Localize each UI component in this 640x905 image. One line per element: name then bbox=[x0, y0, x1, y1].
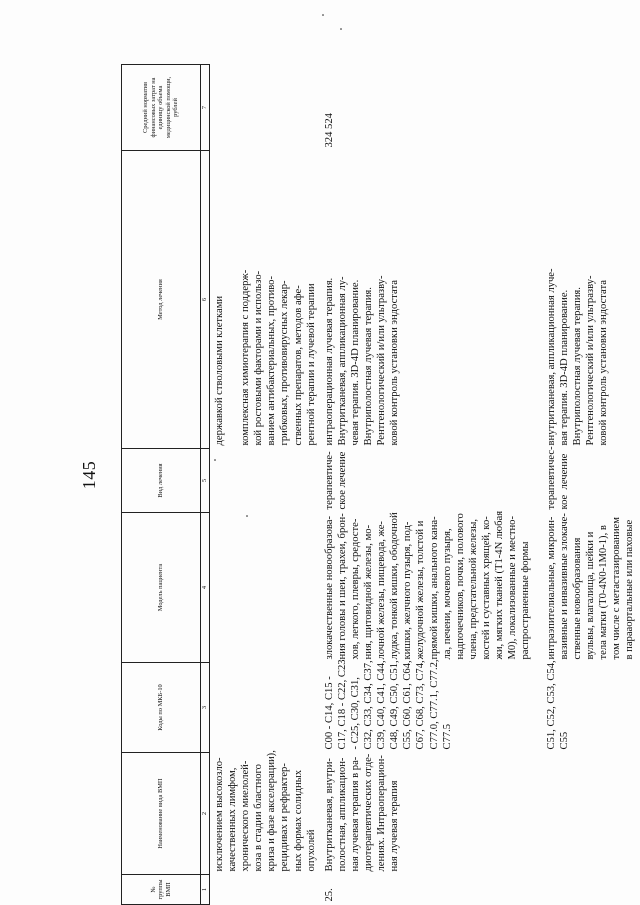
table-row bbox=[210, 65, 320, 905]
treatment-method-cell: внутритканевая, аппликационная луче- вая терапия. 3D-4D планирование. Внутриполостная лучевая терапия. Рентгенологический и/или ультразву- ковой контроль установки эндостата bbox=[545, 268, 610, 446]
cost-cell bbox=[542, 65, 640, 151]
header-icd-codes: Коды по МКБ-10 bbox=[122, 663, 201, 753]
table-row bbox=[320, 65, 542, 905]
table-header-row bbox=[122, 65, 201, 905]
treatment-type-cell: терапевтичес- кое лечение bbox=[545, 446, 570, 510]
column-number: 5 bbox=[201, 449, 210, 513]
rotated-document bbox=[80, 45, 640, 905]
scan-speck bbox=[322, 14, 324, 16]
group-cell bbox=[542, 875, 640, 905]
icd-codes-cell bbox=[210, 663, 320, 753]
header-patient-model: Модель пациента bbox=[122, 513, 201, 663]
group-cell: 25. bbox=[323, 888, 335, 902]
header-treatment-type: Вид лечения bbox=[122, 449, 201, 513]
column-number: 3 bbox=[201, 663, 210, 753]
header-vmp-name: Наименование вида ВМП bbox=[122, 753, 201, 875]
column-number: 1 bbox=[201, 875, 210, 905]
vmp-table bbox=[121, 64, 640, 905]
column-number: 2 bbox=[201, 753, 210, 875]
treatment-type-cell bbox=[210, 449, 320, 513]
scan-speck bbox=[340, 28, 342, 30]
column-number-row bbox=[201, 65, 210, 905]
cost-cell: 324 524 bbox=[323, 113, 335, 148]
header-cost-norm: Средний норматив финансовых затрат на единицу объема медицинской помощи, рублей bbox=[122, 65, 201, 151]
cost-cell bbox=[210, 65, 320, 151]
treatment-method-cell: державкой стволовыми клетками комплексная химиотерапия с поддерж- кой ростовыми факторами и использо- ванием антибактериальных, противо- грибковых, противовирусных лекар- ственных препаратов, методов афе- рентной терапии и лучевой терапии bbox=[214, 269, 317, 446]
vmp-name-cell: исключением высокозло- качественных лимфом, хронического миелолей- коза в стадии бластного криза и фазе акселерации), рецидивах и рефрактер- ных формах солидных опухолей bbox=[214, 750, 317, 872]
patient-model-cell: злокачественные новообразова- ния головы и шеи, трахеи, брон- хов, легкого, плевры, средосте- ния, щитовидной железы, мо- лочной железы, пищевода, же- лудка, тонкой кишки, ободочной кишки, желчного пузыря, под- желудочной железы, толстой и прямой кишки, анального кана- ла, печени, мочевого пузыря, надпочечников, почки, полового члена, предстательной железы, костей и суставных хрящей, ко- жи, мягких тканей (T1-4N любая M0), локализованные и местно- распространенные формы bbox=[323, 510, 532, 660]
group-cell bbox=[210, 875, 320, 905]
header-treatment-method: Метод лечения bbox=[122, 151, 201, 449]
patient-model-cell: интраэпителиальные, микроин- вазивные и инвазивные злокаче- ственные новообразования вульвы, влагалища, шейки и тела матки (T0-4N0-1M0-1), в том числе с метастазированием в парааортальные или паховые bbox=[545, 513, 636, 660]
treatment-method-cell: интраоперационная лучевая терапия. Внутритканевая, аппликационная лу- чевая терапия. 3D-4D планирование. Внутриполостная лучевая терапия. Рентгенологический и/или ультразву- ковой контроль установки эндостата bbox=[323, 275, 401, 446]
header-group-number: № группы ВМП bbox=[122, 875, 201, 905]
table-row bbox=[542, 65, 640, 905]
page-number: 145 bbox=[79, 460, 99, 490]
treatment-type-cell: терапевтиче- ское лечение bbox=[323, 451, 348, 510]
column-number: 7 bbox=[201, 65, 210, 151]
column-number: 6 bbox=[201, 151, 210, 449]
icd-codes-cell: C00 - C14, C15 - C17, C18 - C22, C23 - C25, C30, C31, C32, C33, C34, C37, C39, C40, C41, C44, C48, C49, C50, C51, C55, C60, C61, C64, C67, C68, C73, C74, C77.0, C77.1, C77.2, C77.5 bbox=[323, 659, 453, 750]
icd-codes-cell: C51, C52, C53, C54, C55 bbox=[545, 660, 570, 750]
patient-model-cell bbox=[210, 513, 320, 663]
vmp-name-cell bbox=[542, 753, 640, 875]
column-number: 4 bbox=[201, 513, 210, 663]
vmp-name-cell: Внутритканевая, внутри- полостная, аппликацион- ная лучевая терапия в ра- диотерапевтических отде- лениях. Интраоперацион- ная лучевая терапия bbox=[323, 753, 401, 872]
